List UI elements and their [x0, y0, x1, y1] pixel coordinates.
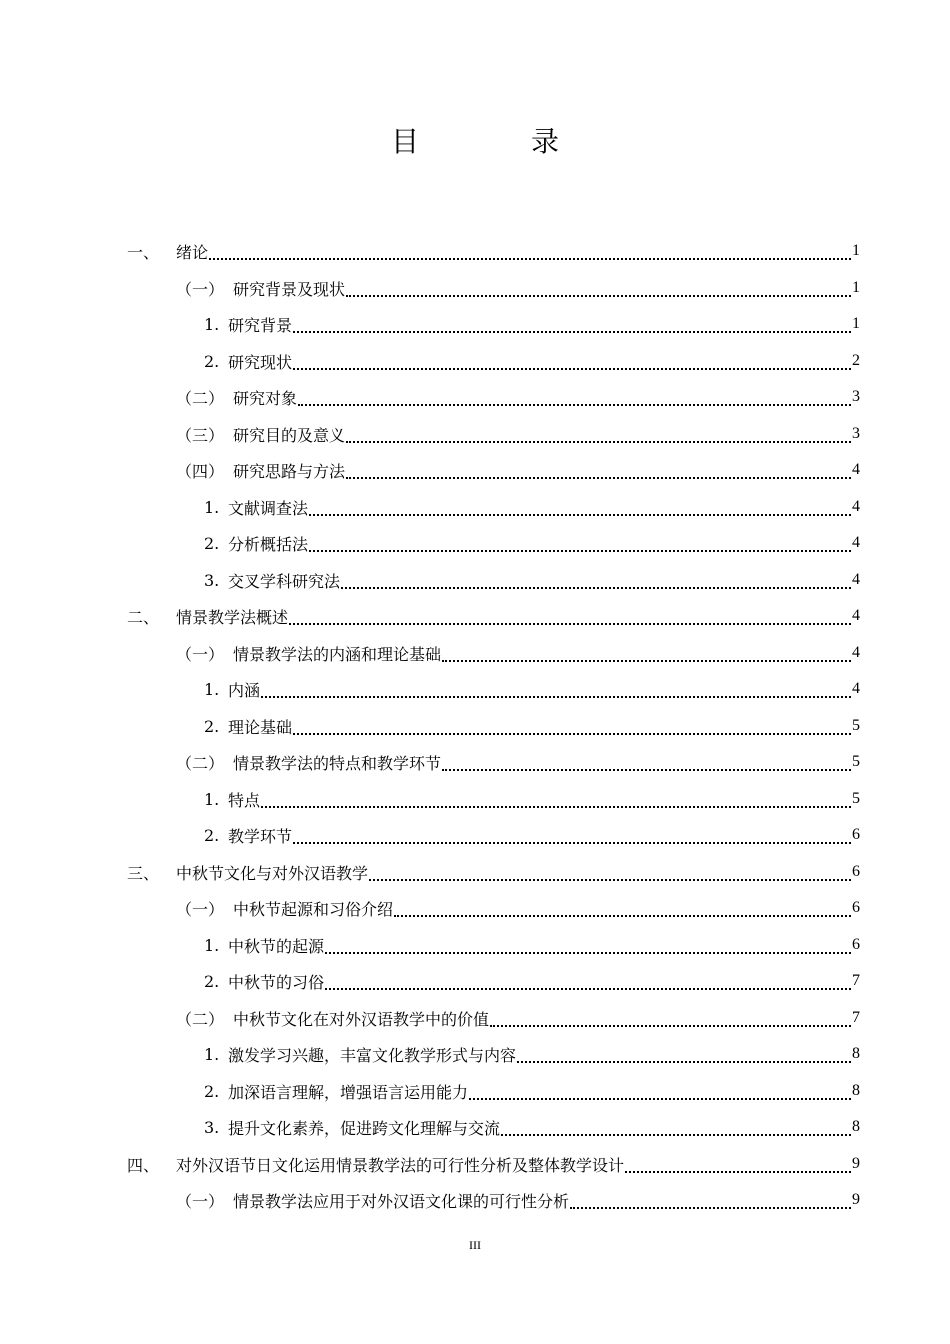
toc-dot-leader [293, 315, 851, 333]
toc-entry[interactable] [204, 927, 860, 963]
toc-entry-number: 四、 [127, 1155, 160, 1175]
toc-dot-leader [442, 644, 851, 662]
toc-entry-number: （一） [176, 644, 225, 664]
toc-entry-number: 1. [204, 789, 220, 809]
toc-entry-title: 情景教学法概述 [176, 607, 289, 627]
toc-dot-leader [289, 607, 851, 625]
toc-entry-title: 中秋节文化在对外汉语教学中的价值 [233, 1009, 490, 1029]
toc-entry-number: （二） [176, 753, 225, 773]
toc-entry-number: 1. [204, 314, 220, 334]
toc-entry-title: 情景教学法的内涵和理论基础 [233, 644, 442, 664]
toc-dot-leader [442, 753, 851, 771]
toc-entry-number: 1. [204, 679, 220, 699]
toc-dot-leader [293, 352, 851, 370]
toc-entry[interactable] [176, 416, 860, 452]
toc-entry[interactable] [204, 1109, 860, 1145]
toc-entry-title: 内涵 [228, 680, 261, 700]
toc-entry[interactable] [204, 781, 860, 817]
toc-entry[interactable] [176, 452, 860, 488]
toc-dot-leader [325, 972, 851, 990]
toc-entry[interactable] [127, 1146, 860, 1182]
toc-entry[interactable] [176, 744, 860, 780]
toc-entry-number: （一） [176, 899, 225, 919]
toc-entry-number: 2. [204, 533, 220, 553]
toc-entry-number: （一） [176, 279, 225, 299]
toc-entry-page: 5 [852, 790, 860, 807]
toc-entry-title: 中秋节的习俗 [228, 972, 325, 992]
toc-entry-title: 情景教学法的特点和教学环节 [233, 753, 442, 773]
toc-entry-page: 9 [852, 1155, 860, 1172]
toc-dot-leader [309, 534, 851, 552]
toc-entry-title: 中秋节起源和习俗介绍 [233, 899, 394, 919]
toc-entry-page: 4 [852, 461, 860, 478]
toc-entry-page: 7 [852, 1009, 860, 1026]
toc-entry-page: 3 [852, 388, 860, 405]
toc-entry[interactable] [176, 890, 860, 926]
toc-entry[interactable] [176, 379, 860, 415]
toc-entry-page: 1 [852, 315, 860, 332]
toc-entry-page: 9 [852, 1191, 860, 1208]
toc-entry-page: 1 [852, 279, 860, 296]
toc-entry-title: 研究对象 [233, 388, 298, 408]
toc-dot-leader [517, 1045, 851, 1063]
toc-entry-page: 4 [852, 644, 860, 661]
toc-entry-title: 研究背景及现状 [233, 279, 346, 299]
toc-entry[interactable] [176, 635, 860, 671]
toc-entry[interactable] [204, 708, 860, 744]
toc-entry[interactable] [127, 233, 860, 269]
toc-entry-number: 1. [204, 935, 220, 955]
toc-dot-leader [325, 936, 851, 954]
toc-entry-number: 3. [204, 1117, 220, 1137]
toc-entry-number: 2. [204, 971, 220, 991]
toc-entry[interactable] [204, 343, 860, 379]
toc-entry-page: 4 [852, 571, 860, 588]
toc-dot-leader [490, 1009, 851, 1027]
toc-dot-leader [309, 498, 851, 516]
toc-entry[interactable] [204, 562, 860, 598]
toc-dot-leader [209, 242, 851, 260]
toc-entry-page: 4 [852, 498, 860, 515]
toc-entry-page: 1 [852, 242, 860, 259]
toc-entry[interactable] [204, 671, 860, 707]
toc-entry-title: 理论基础 [228, 717, 293, 737]
toc-entry-title: 绪论 [176, 242, 209, 262]
toc-dot-leader [369, 863, 851, 881]
toc-entry-title: 特点 [228, 790, 261, 810]
toc-entry-page: 5 [852, 717, 860, 734]
toc-entry[interactable] [204, 489, 860, 525]
toc-dot-leader [501, 1118, 851, 1136]
toc-entry-number: 2. [204, 351, 220, 371]
toc-dot-leader [394, 899, 851, 917]
toc-entry-number: 2. [204, 825, 220, 845]
toc-entry-page: 6 [852, 899, 860, 916]
toc-entry[interactable] [204, 817, 860, 853]
toc-entry-number: （二） [176, 388, 225, 408]
toc-entry-page: 8 [852, 1118, 860, 1135]
toc-entry-number: 二、 [127, 607, 160, 627]
page-number: III [469, 1238, 481, 1252]
toc-entry[interactable] [176, 1182, 860, 1218]
toc-entry-title: 研究现状 [228, 352, 293, 372]
toc-entry-title: 研究目的及意义 [233, 425, 346, 445]
toc-entry-number: 2. [204, 1081, 220, 1101]
toc-dot-leader [346, 425, 851, 443]
toc-entry-title: 研究背景 [228, 315, 293, 335]
toc-entry-number: 1. [204, 497, 220, 517]
toc-entry-title: 交叉学科研究法 [228, 571, 341, 591]
toc-entry-title: 情景教学法应用于对外汉语文化课的可行性分析 [233, 1191, 570, 1211]
toc-dot-leader [293, 717, 851, 735]
toc-dot-leader [346, 461, 851, 479]
toc-entry-title: 激发学习兴趣，丰富文化教学形式与内容 [228, 1045, 517, 1065]
toc-entry-number: 三、 [127, 863, 160, 883]
toc-entry-number: 3. [204, 570, 220, 590]
toc-entry-title: 中秋节的起源 [228, 936, 325, 956]
toc-entry-number: （三） [176, 425, 225, 445]
toc-entry[interactable] [127, 854, 860, 890]
toc-dot-leader [293, 826, 851, 844]
toc-entry-page: 6 [852, 826, 860, 843]
toc-dot-leader [298, 388, 851, 406]
toc-entry-page: 8 [852, 1082, 860, 1099]
toc-entry-page: 8 [852, 1045, 860, 1062]
toc-entry-title: 分析概括法 [228, 534, 309, 554]
toc-entry-number: 2. [204, 716, 220, 736]
toc-entry-title: 教学环节 [228, 826, 293, 846]
toc-dot-leader [341, 571, 851, 589]
toc-entry[interactable] [204, 525, 860, 561]
toc-entry-page: 2 [852, 352, 860, 369]
toc-entry-number: 1. [204, 1044, 220, 1064]
page-title: 目 录 [390, 125, 601, 158]
toc-dot-leader [625, 1155, 851, 1173]
toc-entry-number: （二） [176, 1009, 225, 1029]
toc-entry-page: 6 [852, 863, 860, 880]
toc-entry[interactable] [204, 1036, 860, 1072]
toc-dot-leader [570, 1191, 851, 1209]
toc-entry-page: 7 [852, 972, 860, 989]
toc-dot-leader [261, 680, 851, 698]
toc-entry-title: 加深语言理解，增强语言运用能力 [228, 1082, 469, 1102]
toc-entry[interactable] [176, 1000, 860, 1036]
toc-entry-page: 6 [852, 936, 860, 953]
toc-dot-leader [346, 279, 851, 297]
toc-entry-page: 4 [852, 607, 860, 624]
toc-entry-title: 研究思路与方法 [233, 461, 346, 481]
toc-entry[interactable] [204, 963, 860, 999]
toc-dot-leader [469, 1082, 851, 1100]
toc-entry[interactable] [176, 270, 860, 306]
toc-entry[interactable] [204, 1073, 860, 1109]
toc-entry-title: 文献调查法 [228, 498, 309, 518]
toc-dot-leader [261, 790, 851, 808]
toc-entry[interactable] [204, 306, 860, 342]
toc-entry[interactable] [127, 598, 860, 634]
toc-entry-number: 一、 [127, 242, 160, 262]
toc-entry-page: 4 [852, 680, 860, 697]
toc-entry-title: 提升文化素养，促进跨文化理解与交流 [228, 1118, 501, 1138]
toc-entry-title: 中秋节文化与对外汉语教学 [176, 863, 369, 883]
toc-entry-number: （一） [176, 1191, 225, 1211]
toc-entry-page: 4 [852, 534, 860, 551]
toc-entry-page: 5 [852, 753, 860, 770]
toc-entry-number: （四） [176, 461, 225, 481]
toc-entry-page: 3 [852, 425, 860, 442]
toc-entry-title: 对外汉语节日文化运用情景教学法的可行性分析及整体教学设计 [176, 1155, 625, 1175]
